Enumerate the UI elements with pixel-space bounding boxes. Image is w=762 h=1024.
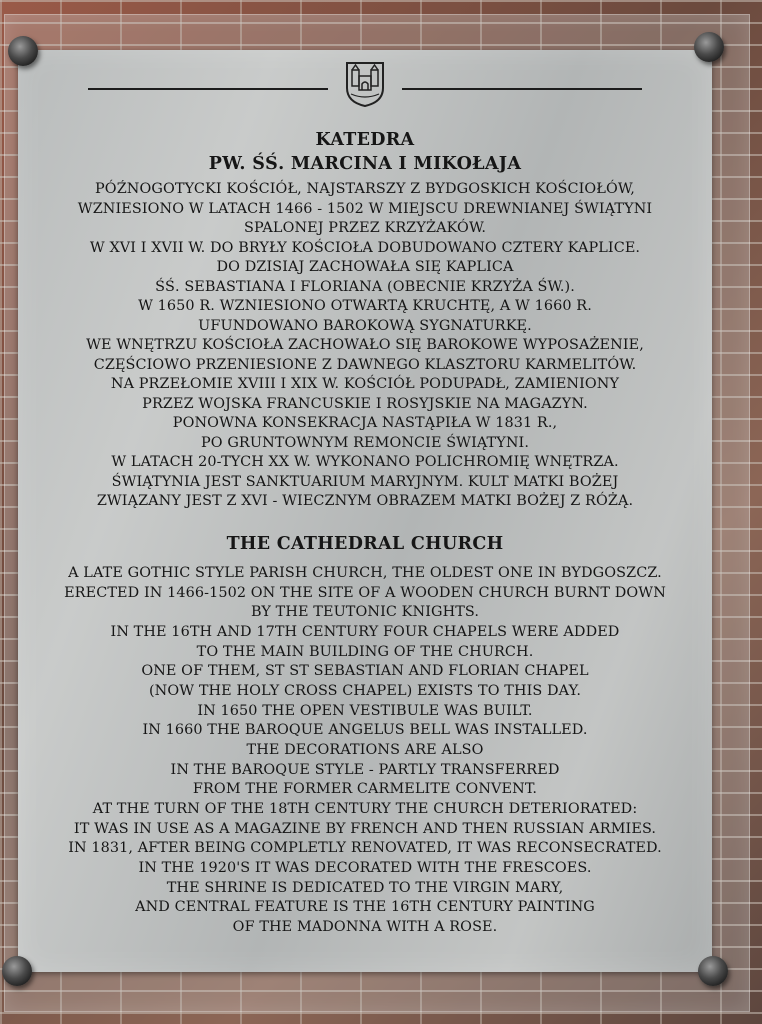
- english-line: IN 1660 THE BAROQUE ANGELUS BELL WAS INSTALLED.: [142, 722, 588, 739]
- polish-line: WZNIESIONO W LATACH 1466 - 1502 W MIEJSCU DREWNIANEJ ŚWIĄTYNI: [77, 200, 653, 217]
- english-line: IN THE 1920'S IT WAS DECORATED WITH THE FRESCOES.: [138, 859, 592, 876]
- polish-line: ŚŚ. SEBASTIANA I FLORIANA (OBECNIE KRZYŻA ŚW.).: [155, 278, 575, 295]
- english-line: THE SHRINE IS DEDICATED TO THE VIRGIN MARY,: [166, 879, 564, 896]
- polish-text: [18, 180, 712, 512]
- mounting-bolt-icon: [694, 32, 724, 62]
- polish-line: UFUNDOWANO BAROKOWĄ SYGNATURKĘ.: [198, 317, 532, 334]
- english-line: IN 1650 THE OPEN VESTIBULE WAS BUILT.: [197, 702, 533, 719]
- english-text: [18, 564, 712, 937]
- polish-line: NA PRZEŁOMIE XVIII I XIX W. KOŚCIÓŁ PODUPADŁ, ZAMIENIONY: [110, 376, 620, 392]
- divider-left: [88, 88, 328, 90]
- english-line: AT THE TURN OF THE 18TH CENTURY THE CHURCH DETERIORATED:: [92, 800, 638, 817]
- english-line: BY THE TEUTONIC KNIGHTS.: [250, 604, 480, 621]
- divider-right: [402, 88, 642, 90]
- mounting-bolt-icon: [698, 956, 728, 986]
- english-line: IN 1831, AFTER BEING COMPLETLY RENOVATED, IT WAS RECONSECRATED.: [68, 840, 662, 857]
- english-line: ERECTED IN 1466-1502 ON THE SITE OF A WOODEN CHURCH BURNT DOWN: [64, 584, 666, 601]
- polish-line: PONOWNA KONSEKRACJA NASTĄPIŁA W 1831 R.,: [172, 415, 558, 431]
- city-coat-of-arms-icon: [344, 60, 386, 108]
- polish-line: W XVI I XVII W. DO BRYŁY KOŚCIOŁA DOBUDOWANO CZTERY KAPLICE.: [89, 239, 641, 256]
- english-title: THE CATHEDRAL CHURCH: [226, 534, 504, 554]
- polish-line: ŚWIĄTYNIA JEST SANKTUARIUM MARYJNYM. KULT MATKI BOŻEJ: [111, 473, 619, 490]
- polish-line: W 1650 R. WZNIESIONO OTWARTĄ KRUCHTĘ, A W 1660 R.: [138, 298, 592, 314]
- mounting-bolt-icon: [8, 36, 38, 66]
- polish-title-line: KATEDRA: [315, 130, 415, 150]
- polish-line: SPALONEJ PRZEZ KRZYŻAKÓW.: [244, 220, 486, 236]
- english-line: AND CENTRAL FEATURE IS THE 16TH CENTURY PAINTING: [135, 899, 595, 916]
- polish-line: CZĘŚCIOWO PRZENIESIONE Z DAWNEGO KLASZTORU KARMELITÓW.: [93, 356, 637, 373]
- english-line: FROM THE FORMER CARMELITE CONVENT.: [192, 781, 538, 798]
- polish-title-line: PW. ŚŚ. MARCINA I MIKOŁAJA: [208, 154, 522, 174]
- english-line: (NOW THE HOLY CROSS CHAPEL) EXISTS TO THIS DAY.: [148, 682, 582, 699]
- english-line: A LATE GOTHIC STYLE PARISH CHURCH, THE OLDEST ONE IN BYDGOSZCZ.: [68, 565, 662, 581]
- english-line: TO THE MAIN BUILDING OF THE CHURCH.: [196, 643, 534, 660]
- polish-line: DO DZISIAJ ZACHOWAŁA SIĘ KAPLICA: [216, 259, 514, 275]
- polish-line: W LATACH 20-TYCH XX W. WYKONANO POLICHROMIĘ WNĘTRZA.: [111, 454, 619, 470]
- english-line: ONE OF THEM, ST ST SEBASTIAN AND FLORIAN CHAPEL: [141, 663, 589, 680]
- polish-line: PO GRUNTOWNYM REMONCIE ŚWIĄTYNI.: [200, 434, 530, 451]
- english-line: IN THE 16TH AND 17TH CENTURY FOUR CHAPELS WERE ADDED: [110, 623, 620, 640]
- mounting-bolt-icon: [2, 956, 32, 986]
- english-line: THE DECORATIONS ARE ALSO: [246, 741, 484, 758]
- polish-title: [18, 128, 712, 176]
- english-line: OF THE MADONNA WITH A ROSE.: [232, 918, 498, 935]
- polish-line: WE WNĘTRZU KOŚCIOŁA ZACHOWAŁO SIĘ BAROKOWE WYPOSAŻENIE,: [86, 337, 644, 353]
- english-line: IN THE BAROQUE STYLE - PARTLY TRANSFERRED: [170, 761, 560, 778]
- polish-line: PÓŹNOGOTYCKI KOŚCIÓŁ, NAJSTARSZY Z BYDGOSKICH KOŚCIOŁÓW,: [95, 181, 635, 197]
- polish-line: PRZEZ WOJSKA FRANCUSKIE I ROSYJSKIE NA MAGAZYN.: [142, 395, 588, 412]
- english-line: IT WAS IN USE AS A MAGAZINE BY FRENCH AND THEN RUSSIAN ARMIES.: [73, 820, 657, 837]
- polish-line: ZWIĄZANY JEST Z XVI - WIECZNYM OBRAZEM MATKI BOŻEJ Z RÓŻĄ.: [96, 493, 634, 509]
